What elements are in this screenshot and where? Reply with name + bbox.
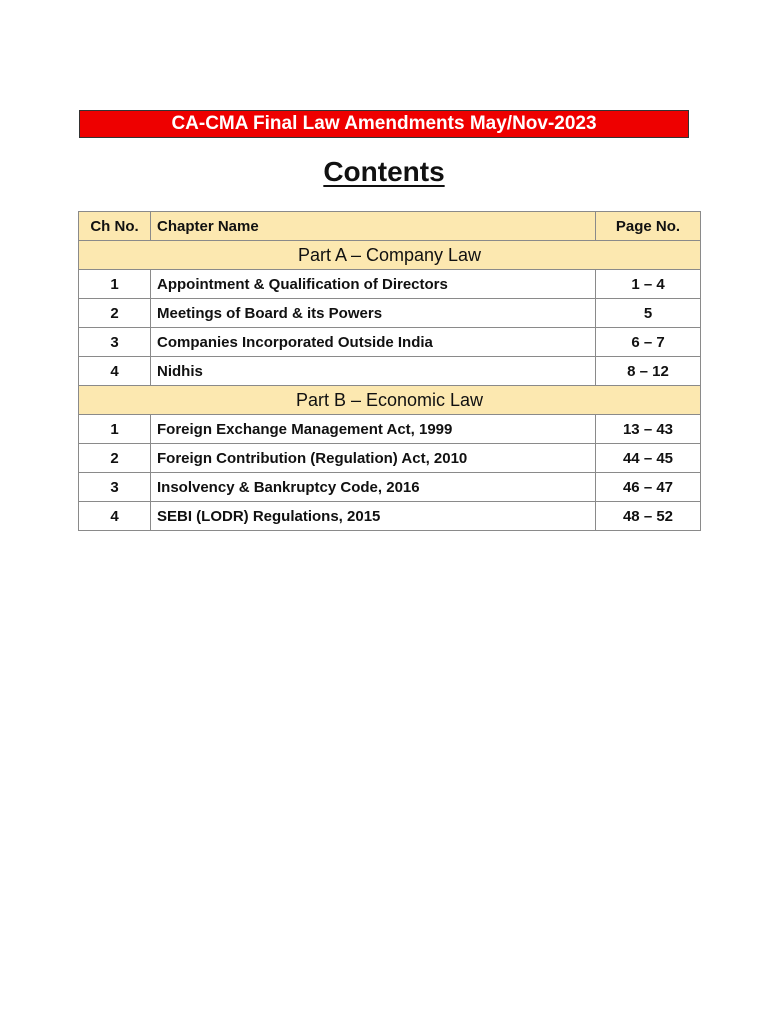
table-row [79, 270, 701, 299]
chapter-name: Foreign Exchange Management Act, 1999 [151, 415, 596, 444]
chapter-name: Insolvency & Bankruptcy Code, 2016 [151, 473, 596, 502]
chapter-number: 2 [79, 444, 151, 473]
chapter-pages: 1 – 4 [596, 270, 701, 299]
table-row [79, 299, 701, 328]
part-a-label: Part A – Company Law [79, 241, 701, 270]
chapter-pages: 6 – 7 [596, 328, 701, 357]
chapter-number: 1 [79, 270, 151, 299]
table-row [79, 357, 701, 386]
chapter-number: 3 [79, 328, 151, 357]
table-header-row [79, 212, 701, 241]
table-row [79, 415, 701, 444]
chapter-name: SEBI (LODR) Regulations, 2015 [151, 502, 596, 531]
chapter-pages: 13 – 43 [596, 415, 701, 444]
chapter-number: 4 [79, 357, 151, 386]
table-row [79, 444, 701, 473]
contents-title: Contents [323, 156, 445, 187]
chapter-pages: 5 [596, 299, 701, 328]
chapter-name: Meetings of Board & its Powers [151, 299, 596, 328]
chapter-pages: 48 – 52 [596, 502, 701, 531]
chapter-name: Nidhis [151, 357, 596, 386]
part-a-row [79, 241, 701, 270]
chapter-pages: 44 – 45 [596, 444, 701, 473]
chapter-pages: 46 – 47 [596, 473, 701, 502]
chapter-pages: 8 – 12 [596, 357, 701, 386]
part-b-row [79, 386, 701, 415]
document-banner: CA-CMA Final Law Amendments May/Nov-2023 [79, 110, 689, 138]
chapter-name: Appointment & Qualification of Directors [151, 270, 596, 299]
header-page-no: Page No. [596, 212, 701, 241]
table-row [79, 328, 701, 357]
header-ch-no: Ch No. [79, 212, 151, 241]
header-chapter-name: Chapter Name [151, 212, 596, 241]
chapter-number: 2 [79, 299, 151, 328]
chapter-number: 3 [79, 473, 151, 502]
chapter-number: 4 [79, 502, 151, 531]
table-row [79, 473, 701, 502]
contents-table [78, 211, 701, 531]
chapter-name: Foreign Contribution (Regulation) Act, 2010 [151, 444, 596, 473]
chapter-number: 1 [79, 415, 151, 444]
part-b-label: Part B – Economic Law [79, 386, 701, 415]
chapter-name: Companies Incorporated Outside India [151, 328, 596, 357]
table-row [79, 502, 701, 531]
